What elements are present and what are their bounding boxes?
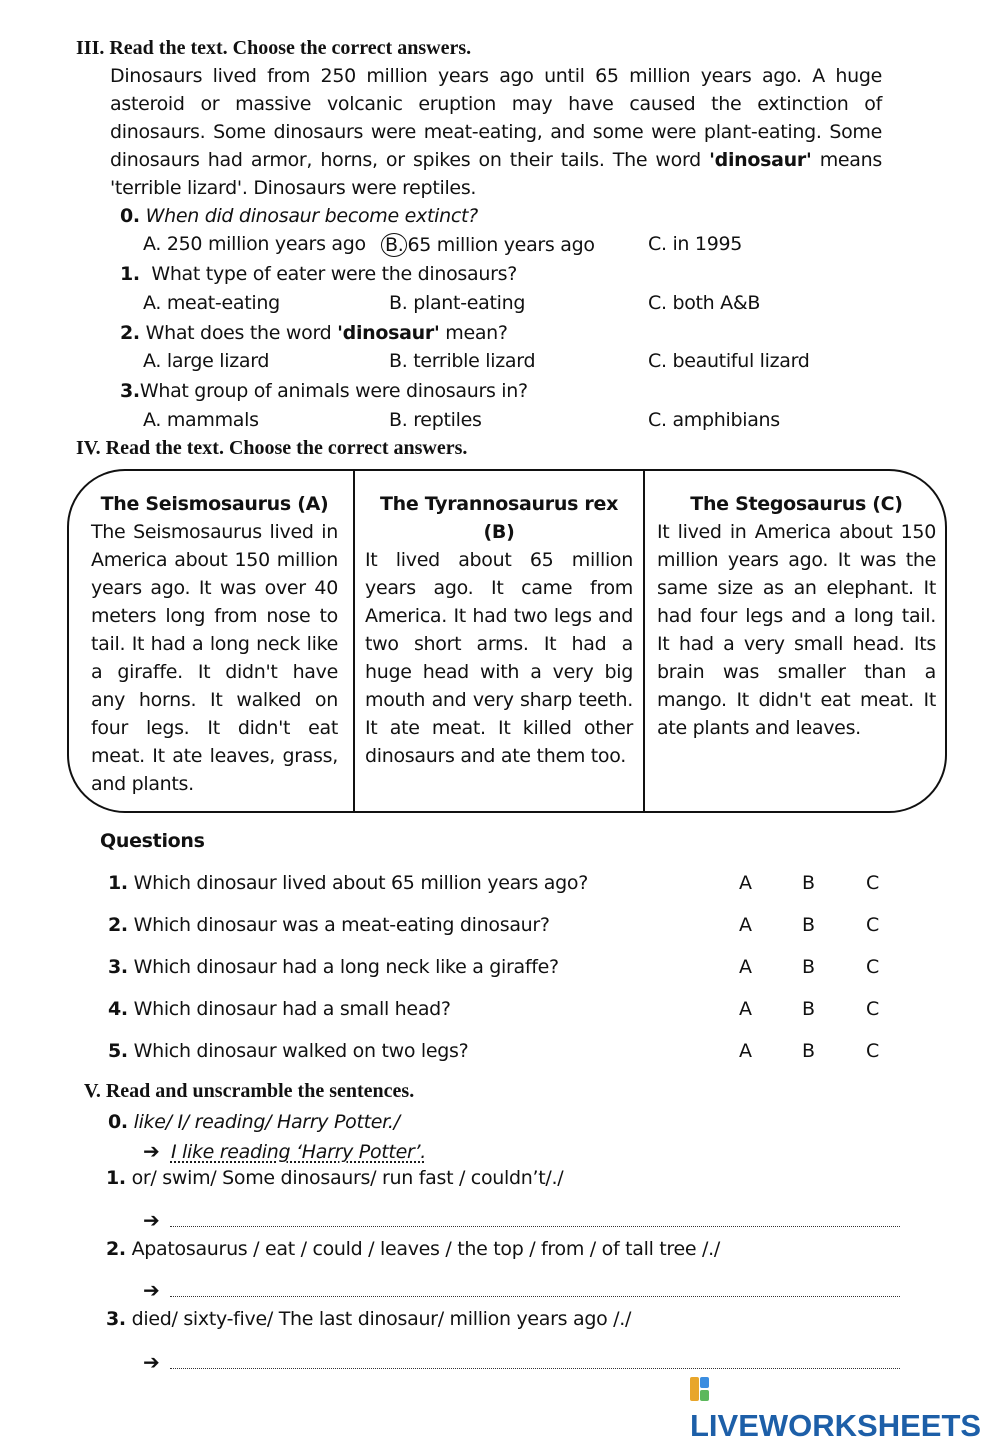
answer-blank[interactable] [170,1226,900,1227]
question-2: 2. What does the word 'dinosaur' mean? [120,322,508,344]
example-prompt: 0. like/ I/ reading/ Harry Potter./ [108,1111,400,1133]
option-a[interactable]: A [739,914,752,936]
option-c[interactable]: C [866,998,879,1020]
unscramble-2: 2. Apatosaurus / eat / could / leaves / the top / from / of tall tree /./ [106,1238,720,1260]
question-1: 1. What type of eater were the dinosaurs? [120,263,518,285]
arrow-icon: ➔ [143,1278,160,1302]
option-a[interactable]: A [739,872,752,894]
answer-line-2[interactable] [143,1278,900,1302]
column-stegosaurus [657,490,936,742]
option-q0-a[interactable]: A. 250 million years ago [143,233,366,255]
option-q2-a[interactable]: A. large lizard [143,350,270,372]
option-a[interactable]: A [739,1040,752,1062]
option-q3-a[interactable]: A. mammals [143,409,259,431]
column-text: It lived about 65 million years ago. It came from America. It had two legs and two short arms. It had a huge head with a very big mouth and very sharp teeth. It ate meat. It killed other dinosaurs and ate them too. [365,549,633,767]
section-4-title: IV. Read the text. Choose the correct answers. [76,437,468,459]
option-c[interactable]: C [866,1040,879,1062]
option-b[interactable]: B [802,872,815,894]
option-q0-c[interactable]: C. in 1995 [648,233,743,255]
option-q3-c[interactable]: C. amphibians [648,409,780,431]
table-divider [643,469,645,813]
question-3: 3.What group of animals were dinosaurs in? [120,380,528,402]
option-c[interactable]: C [866,956,879,978]
option-q1-b[interactable]: B. plant-eating [389,292,526,314]
option-q2-c[interactable]: C. beautiful lizard [648,350,810,372]
option-q0-b[interactable]: B. 65 million years ago [385,233,595,257]
answer-circle: B. [381,233,407,257]
option-a[interactable]: A [739,998,752,1020]
option-b[interactable]: B [802,998,815,1020]
column-heading: The Seismosaurus (A) [100,493,329,515]
column-heading: The Tyrannosaurus rex (B) [379,493,619,543]
unscramble-3: 3. died/ sixty-five/ The last dinosaur/ million years ago /./ [106,1308,632,1330]
column-heading: The Stegosaurus (C) [690,493,903,515]
question-iv-1: 1. Which dinosaur lived about 65 million years ago? [108,872,589,894]
liveworksheets-logo: LIVEWORKSHEETS [690,1372,1000,1444]
question-iv-4: 4. Which dinosaur had a small head? [108,998,451,1020]
answer-line-3[interactable] [143,1350,900,1374]
arrow-icon: ➔ [143,1208,160,1232]
arrow-icon: ➔ [143,1139,160,1163]
option-c[interactable]: C [866,914,879,936]
option-b[interactable]: B [802,914,815,936]
option-a[interactable]: A [739,956,752,978]
column-text: The Seismosaurus lived in America about 150 million years ago. It was over 40 meters long from nose to tail. It had a long neck like a giraffe. It didn't have any horns. It walked on four legs. It didn't eat meat. It ate leaves, grass, and plants. [91,521,338,795]
question-0: 0. When did dinosaur become extinct? [120,205,478,227]
option-c[interactable]: C [866,872,879,894]
answer-line-1[interactable] [143,1208,900,1232]
option-b[interactable]: B [802,956,815,978]
table-divider [353,469,355,813]
questions-label: Questions [100,830,205,852]
answer-blank[interactable] [170,1296,900,1297]
column-seismosaurus [91,490,338,798]
example-answer: ➔ I like reading ‘Harry Potter’. [143,1139,426,1163]
unscramble-1: 1. or/ swim/ Some dinosaurs/ run fast / couldn’t/./ [106,1167,564,1189]
question-iv-3: 3. Which dinosaur had a long neck like a giraffe? [108,956,559,978]
liveworksheets-icon [690,1375,710,1403]
question-iv-2: 2. Which dinosaur was a meat-eating dinosaur? [108,914,550,936]
answer-blank[interactable] [170,1368,900,1369]
arrow-icon: ➔ [143,1350,160,1374]
option-q2-b[interactable]: B. terrible lizard [389,350,536,372]
section-3-passage: Dinosaurs lived from 250 million years ago until 65 million years ago. A huge asteroid or massive volcanic eruption may have caused the extinction of dinosaurs. Some dinosaurs were meat-eating, and some were plant-eating. Some dinosaurs had armor, horns, or spikes on their tails. The word 'dinosaur' means 'terrible lizard'. Dinosaurs were reptiles. [110,65,882,199]
section-5-title: V. Read and unscramble the sentences. [84,1080,415,1102]
question-iv-5: 5. Which dinosaur walked on two legs? [108,1040,469,1062]
option-q3-b[interactable]: B. reptiles [389,409,482,431]
section-3-title: III. Read the text. Choose the correct answers. [76,37,472,59]
option-q1-a[interactable]: A. meat-eating [143,292,280,314]
column-text: It lived in America about 150 million years ago. It was the same size as an elephant. It had four legs and a long tail. It had a very small head. Its brain was smaller than a mango. It didn't eat meat. It ate plants and leaves. [657,521,936,739]
option-q1-c[interactable]: C. both A&B [648,292,761,314]
option-b[interactable]: B [802,1040,815,1062]
column-tyrannosaurus [365,490,633,770]
